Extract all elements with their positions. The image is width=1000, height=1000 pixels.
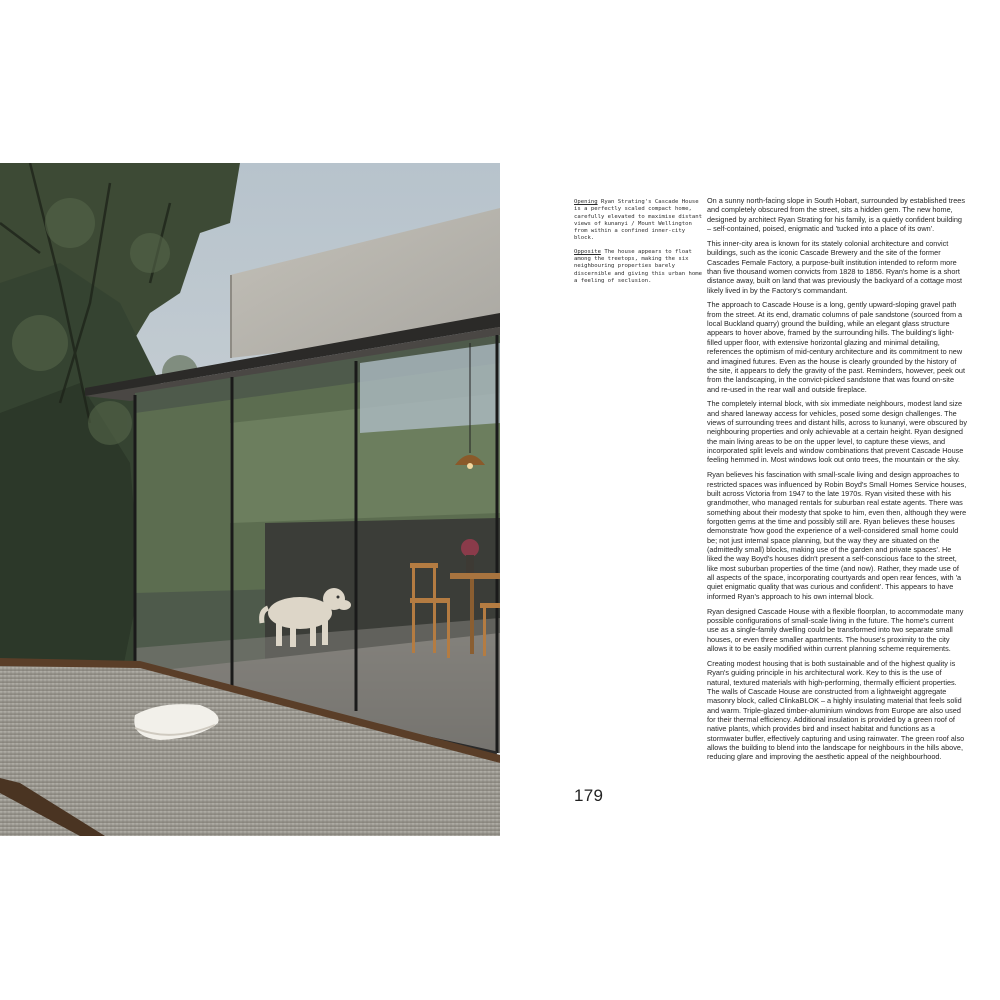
- body-paragraph: The completely internal block, with six immediate neighbours, modest land size and shared laneway access for vehicles, posed some design challenges. The views of surrounding trees and distant hills, across to kunanyi, were obscured by neighbouring properties and only achievable at a certain height. Ryan designed the main living areas to be on the upper level, to capture these views, and incorporated split levels and window combinations that prevent Cascade House feeling hemmed in. Most windows look out onto trees, the mountain or the sky.: [707, 399, 967, 465]
- house-photograph: [0, 163, 500, 836]
- caption-label: Opposite: [574, 248, 601, 255]
- caption-text: Ryan Strating's Cascade House is a perfectly scaled compact home, carefully elevated to maximise distant views of kunanyi / Mount Wellington from within a confined inner-city block.: [574, 199, 702, 242]
- body-paragraph: On a sunny north-facing slope in South Hobart, surrounded by established trees and completely obscured from the street, sits a hidden gem. The new home, designed by architect Ryan Strating for his family, is a quietly confident building – self-contained, poised, enigmatic and 'tucked into a place of its own'.: [707, 196, 965, 234]
- body-paragraph: The approach to Cascade House is a long, gently upward-sloping gravel path from the street. At its end, dramatic columns of pale sandstone (sourced from a local Buckland quarry) ground the building, while an elegant glass structure appears to hover above, framed by the surrounding hills. The building's light-filled upper floor, with extensive horizontal glazing and minimal detailing, references the optimism of mid-century architecture and its commitment to new and imagined futures. Even as the house is clearly grounded by the history of the site, it appears to defy the gravity of the past. Reminders, however, peek out from the landscaping, in the convict-picked sandstone that was found on-site and re-used in the rear wall and outside fireplace.: [707, 300, 965, 394]
- caption-label: Opening: [574, 199, 598, 205]
- article-body: [707, 196, 967, 767]
- caption-opposite: [574, 249, 702, 285]
- body-paragraph: Ryan designed Cascade House with a flexible floorplan, to accommodate many possible configurations of small-scale living in the future. The home's current use as a single-family dwelling could be transformed into two separate small houses, or even three smaller apartments. The house's proximity to the city allows it to be easily modified within current planning scheme requirements.: [707, 606, 964, 653]
- body-paragraph: Creating modest housing that is both sustainable and of the highest quality is Ryan's guiding principle in his architectural work. Key to this is the use of natural, textured materials with high-performing, thermally efficient properties. The walls of Cascade House are constructed from a lightweight aggregate masonry block, called ClinkaBLOK – a highly insulating material that feels solid and warm. Triple-glazed timber-aluminium windows from Europe are also used for their thermal efficiency. Additional insulation is provided by a green roof of native plants, which provides bird and insect habitat and functions as a stormwater buffer, effectively capturing and using rainwater. The green roof also allows the building to blend into the landscape for neighbours in the hills above, reducing glare and improving the aesthetic appeal of the neighbourhood.: [707, 658, 965, 762]
- page-number: 179: [574, 786, 604, 805]
- caption-text: The house appears to float among the treetops, making the six neighbouring properties barely discernible and giving this urban home a feeling of seclusion.: [574, 248, 702, 284]
- book-spread: [0, 163, 1000, 836]
- photo-captions: [574, 199, 702, 291]
- photo-illustration: [0, 163, 500, 836]
- caption-opening: [574, 199, 702, 243]
- body-paragraph: Ryan believes his fascination with small-scale living and design approaches to restricted spaces was influenced by Robin Boyd's Small Homes Service houses, built across Victoria from 1947 to the late 1970s. Ryan visited these with his grandmother, who managed rentals for suburban real estate agents. There was something about their modesty that spoke to him, even then, although they were forgotten gems at the time and possibly still are. Ryan believes these houses demonstrate 'how good the experience of a well-considered small home could be; not just internal space planning, but the way they are situated on the (admittedly small) blocks, making use of the garden and private spaces'. He liked the way Boyd's houses didn't present a self-conscious face to the street, like most suburban properties of the time (and now). Rather, they made use of all aspects of the space, incorporating courtyards and open rear fences, with 'a quiet enigmatic quality that was curious and confident'. This appears to have informed Ryan's approach to his own internal block.: [707, 470, 967, 601]
- body-paragraph: This inner-city area is known for its stately colonial architecture and convict buildings, such as the iconic Cascade Brewery and the site of the former Cascades Female Factory, a purpose-built institution intended to reform more than five thousand women convicts from 1828 to 1856. Ryan's home is a short distance away, built on land that was previously the backyard of a cottage most likely lived in by the Factory's commandant.: [707, 238, 962, 295]
